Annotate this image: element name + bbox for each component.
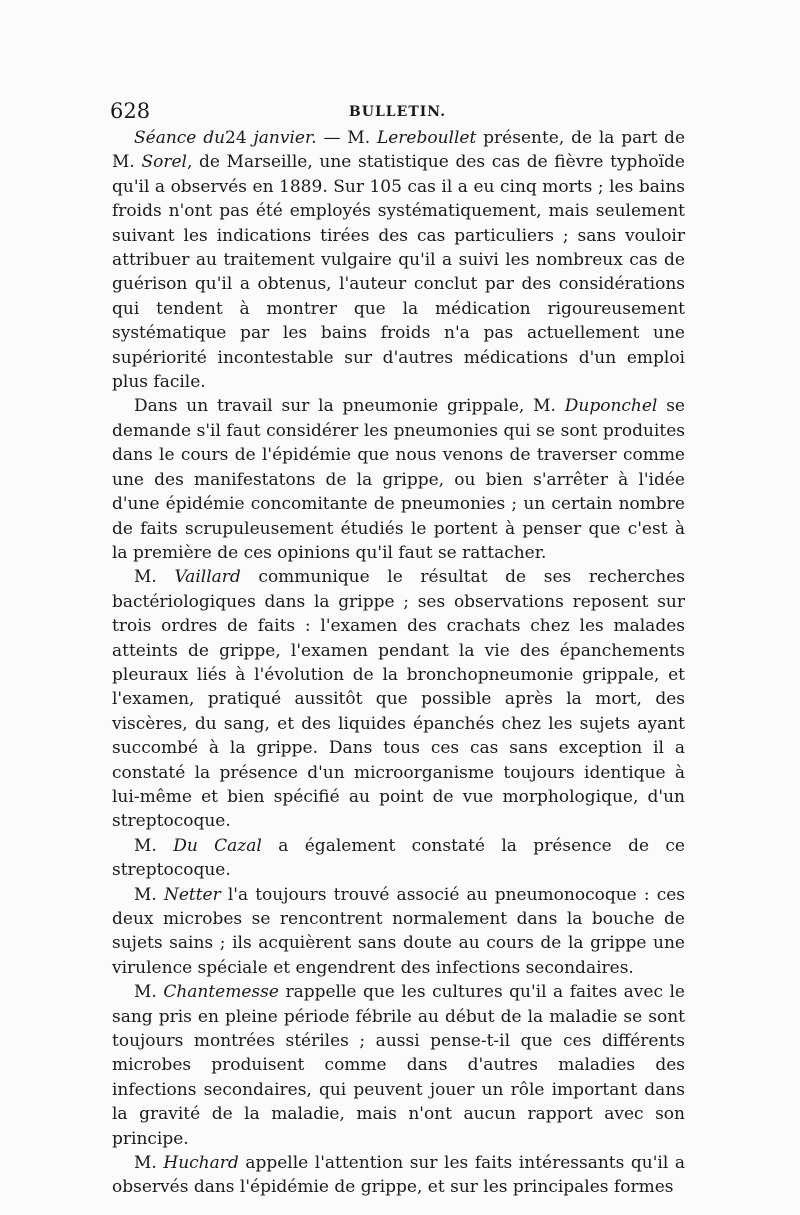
text-run: — M. [316, 128, 377, 148]
session-date-month: janvier. [246, 128, 317, 148]
text-run: communique le résultat de ses recherches bactériologiques dans la grippe ; ses observations reposent sur trois ordres de faits : l'examen des crachats chez les malades atteints de grippe, l'examen pendant la vie des épanchements pleuraux liés à l'évolution de la bronchopneumonie grippale, et l'examen, pratiqué aussitôt que possible après la mort, des viscères, du sang, et des liquides épanchés chez les sujets ayant succombé à la grippe. Dans tous ces cas sans exception il a constaté la présence d'un microorganisme toujours identique à lui-même et bien spécifié au point de vue morphologique, d'un streptocoque. [112, 567, 686, 832]
text-run: a également constaté la présence de ce streptocoque. [112, 835, 685, 881]
running-head [110, 100, 685, 122]
paragraph-2 [112, 394, 685, 565]
paragraph-3 [112, 565, 685, 833]
text-run: , de Marseille, une statistique des cas de fièvre typhoïde qu'il a observés en 1889. Sur 105 cas il a eu cinq morts ; les bains froids n'ont pas été employés systématiquement, mais seulement suivant les indications tirées des cas particuliers ; sans vouloir attribuer au traitement vulgaire qu'il a suivi les nombreux cas de guérison qu'il a obtenus, l'auteur conclut par des considérations qui tendent à montrer que la médication rigoureusement systématique par les bains froids n'a pas actuellement une supériorité incontestable sur d'autres médications d'un emploi plus facile. [112, 152, 685, 393]
body-text [112, 126, 685, 1200]
session-date-label: Séance du [134, 128, 226, 148]
text-run: M. [134, 884, 164, 905]
author-name: Duponchel [564, 396, 658, 417]
author-name: Sorel [141, 152, 187, 173]
author-name: Vaillard [174, 567, 241, 588]
paragraph-4 [112, 834, 685, 883]
paragraph-7 [112, 1151, 685, 1200]
author-name: Huchard [163, 1153, 239, 1174]
paragraph-1 [112, 126, 685, 394]
session-date-day: 24 [225, 128, 247, 148]
paragraph-5 [112, 883, 685, 981]
text-run: M. [134, 835, 174, 856]
paragraph-6 [112, 980, 685, 1151]
text-run: M. [134, 567, 175, 588]
author-name: Netter [163, 884, 221, 905]
running-title: BULLETIN. [348, 104, 447, 120]
text-run: présente, de la part de M. [112, 128, 686, 173]
author-name: Du Cazal [173, 835, 262, 856]
text-run: rappelle que les cultures qu'il a faites avec le sang pris en pleine période fébrile au début de la maladie se sont toujours montrées stériles ; aussi pense-t-il que ces différents microbes produisent comme dans d'autres maladies des infections secondaires, qui peuvent jouer un rôle important dans la gravité de la maladie, mais n'ont aucun rapport avec son principe. [112, 982, 685, 1149]
text-run: Dans un travail sur la pneumonie grippale, M. [134, 396, 565, 417]
text-run: se demande s'il faut considérer les pneumonies qui se sont produites dans le cours de l'épidémie que nous venons de traverser comme une des manifestatons de la grippe, ou bien s'arrêter à l'idée d'une épidémie concomitante de pneumonies ; un certain nombre de faits scrupuleusement étudiés le portent à penser que c'est à la première de ces opinions qu'il faut se rattacher. [112, 396, 685, 563]
text-run: appelle l'attention sur les faits intéressants qu'il a observés dans l'épidémie de grippe, et sur les principales formes [112, 1153, 685, 1198]
author-name: Lereboullet [376, 128, 477, 148]
text-run: l'a toujours trouvé associé au pneumonocoque : ces deux microbes se rencontrent normalement dans la bouche de sujets sains ; ils acquièrent sans doute au cours de la grippe une virulence spéciale et engendrent des infections secondaires. [112, 884, 685, 978]
text-run: M. [134, 1153, 164, 1174]
text-run: M. [134, 982, 164, 1003]
author-name: Chantemesse [163, 982, 279, 1003]
page-number: 628 [110, 99, 151, 123]
